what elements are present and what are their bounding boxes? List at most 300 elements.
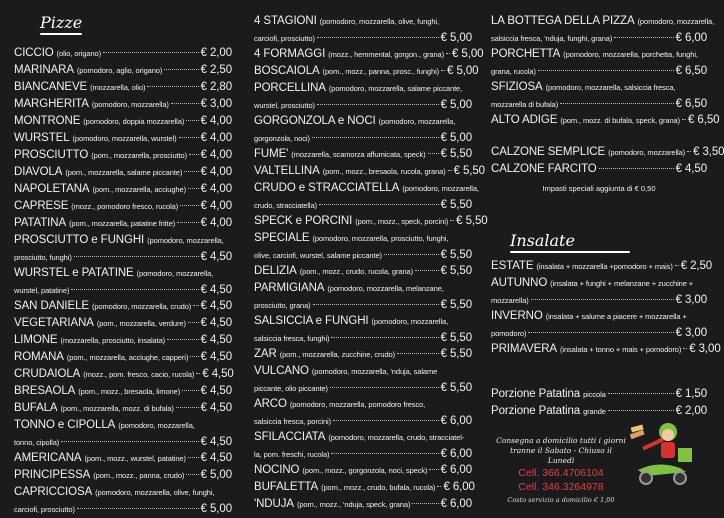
pizza-item-ingredients: (pomodoro, mozzarella, <box>637 17 715 26</box>
pizza-item-leader <box>103 52 199 53</box>
pizza-item-ingredients: (pomodoro, mozzarella, crudo, stracciatel- <box>328 433 465 442</box>
insalata-item-ingredients: (insalata + mozzarella +pomodoro + mais) <box>536 262 673 271</box>
pizza-item-ingredients: (pomodoro, mozzarella, <box>136 269 214 278</box>
insalata-item-ingredients-cont <box>491 325 707 341</box>
insalata-item-price: € 2,50 <box>680 260 713 272</box>
pizza-item-price: € 6,00 <box>443 481 475 493</box>
pizza-item-ingredients: (pomodoro, aglio, origano) <box>76 66 163 75</box>
pizza-item-price: € 4,00 <box>200 132 232 144</box>
pizza-item <box>14 484 232 517</box>
pizza-item-ingredients: (pomodoro, mozzarella, <box>147 236 224 245</box>
pizza-item-price: € 4,00 <box>200 200 232 212</box>
pizza-item-ingredients-cont-text: wurstel, patatine) <box>14 286 70 295</box>
pizza-column-1 <box>14 45 232 517</box>
pizza-item-leader <box>538 70 674 71</box>
pizza-item-ingredients: (pom., mozzarella, patatine fritte) <box>69 219 176 228</box>
calzone-item-name: CALZONE SEMPLICE <box>491 146 606 158</box>
pizza-item-ingredients-cont <box>254 380 472 396</box>
pizza-item-ingredients-cont <box>254 330 472 346</box>
pizza-item-row <box>254 180 479 197</box>
pizza-item-row <box>254 479 475 496</box>
pizza-item-row <box>254 13 472 30</box>
pizza-item-row <box>14 181 232 198</box>
pizza-item-leader <box>184 171 198 172</box>
pizza-item-price: € 4,50 <box>200 251 232 263</box>
pizza-item <box>254 396 472 429</box>
pizza-item-leader <box>186 120 198 121</box>
delivery-info <box>496 436 626 504</box>
pizza-item-row <box>14 467 232 484</box>
phone-2: Cell. 346.3264978 <box>518 481 604 493</box>
pizza-item-ingredients: (pomodoro, mozzarella, porchetta, funghi, <box>563 50 698 59</box>
pizza-item-ingredients: (pom., mozzarella, verdure) <box>96 319 186 328</box>
insalata-item-row <box>491 258 713 275</box>
pizza-item-ingredients-cont <box>254 446 472 462</box>
pizza-item-ingredients-cont-text: grana, rucola) <box>491 67 536 76</box>
pizza-item-price: € 4,50 <box>200 317 232 329</box>
delivery-scooter-icon <box>628 420 698 490</box>
pizza-item-ingredients-cont-text: la, pom. freschi, rucola) <box>254 450 330 459</box>
pizza-item-leader <box>171 103 199 104</box>
pizza-item-price: € 4,00 <box>200 166 232 178</box>
patatina-item-row <box>491 386 707 403</box>
pizza-item-leader <box>164 69 198 70</box>
insalata-item-ingredients: (insalata + tonno + mais + pomodoro) <box>559 345 682 354</box>
pizza-item-price: € 4,50 <box>200 452 232 464</box>
insalata-item <box>491 275 707 308</box>
pizza-item-leader <box>177 222 198 223</box>
pizza-item-name: TONNO e CIPOLLA <box>14 419 116 431</box>
pizza-item-price: € 3,00 <box>200 98 232 110</box>
pizza-item-ingredients: (pom., mozz., speck, porcini) <box>355 217 449 226</box>
pizza-item-leader <box>412 503 438 504</box>
phone-1: Cell. 366.4706104 <box>518 467 604 479</box>
pizza-item-ingredients-cont <box>14 501 232 517</box>
pizza-item <box>14 45 232 62</box>
pizza-item-leader <box>61 441 198 442</box>
pizza-item-row <box>14 164 232 181</box>
pizza-item-ingredients-cont-text: carciofi, prosciutto) <box>254 34 315 43</box>
pizza-item-leader <box>317 104 439 105</box>
patatina-item <box>491 386 707 403</box>
pizza-item <box>14 383 232 400</box>
pizza-item-name: PORCHETTA <box>491 48 561 60</box>
pizza-item-leader <box>182 390 198 391</box>
pizza-item-leader <box>319 204 439 205</box>
pizza-item <box>14 366 232 383</box>
pizza-item <box>254 213 488 230</box>
pizza-item-ingredients: (pomodoro, mozzarella, salsiccia fresca, <box>545 83 676 92</box>
pizza-item-ingredients: (pom., mozz., wurstel, patatine) <box>84 454 186 463</box>
pizza-item-row <box>491 13 715 30</box>
pizza-item-row <box>14 79 232 96</box>
pizza-item-row <box>254 313 472 330</box>
pizza-item-leader <box>189 154 199 155</box>
pizza-item-row <box>254 429 472 446</box>
pizza-item-row <box>14 96 232 113</box>
calzone-item <box>491 144 724 161</box>
pizza-item-name: LIMONE <box>14 334 58 346</box>
pizza-item-price: € 4,00 <box>200 115 232 127</box>
pizza-item-name: VULCANO <box>254 365 309 377</box>
pizza-item-row <box>254 230 472 247</box>
insalate-list <box>491 258 721 358</box>
pizza-item-name: SFIZIOSA <box>491 81 543 93</box>
pizza-item-ingredients: (pomodoro, mozzarella, <box>118 421 195 430</box>
pizza-item-leader <box>74 256 199 257</box>
insalata-item-name: AUTUNNO <box>491 277 548 289</box>
pizza-item-price: € 5,50 <box>440 265 472 277</box>
pizza-item-leader <box>312 137 439 138</box>
pizza-item-leader <box>428 153 439 154</box>
pizza-item-ingredients-cont-text: olive, carciofi, wurstel, salame piccante) <box>254 251 382 260</box>
pizza-item-ingredients: (pom., mozzarella, acciughe, capperi) <box>66 353 189 362</box>
pizza-item-name: 'NDUJA <box>254 498 294 510</box>
pizza-item <box>254 46 484 63</box>
insalata-item-row <box>491 308 707 325</box>
pizza-item-name: PRINCIPESSA <box>14 469 91 481</box>
insalata-item-row <box>491 341 721 358</box>
pizza-item <box>14 315 232 332</box>
pizza-item-row <box>254 363 472 380</box>
pizza-item-row <box>14 232 232 249</box>
pizza-item-price: € 5,00 <box>452 48 484 60</box>
pizza-item-row <box>254 163 485 180</box>
pizza-item-row <box>254 263 472 280</box>
pizza-item-price: € 2,00 <box>200 47 232 59</box>
pizza-item-leader <box>450 220 454 221</box>
insalata-item-leader <box>675 265 679 266</box>
pizza-item-price: € 2,80 <box>200 81 232 93</box>
pizza-item <box>491 79 707 112</box>
pizza-item <box>14 79 232 96</box>
pizza-item-price: € 4,00 <box>200 217 232 229</box>
pizza-item-name: MARGHERITA <box>14 98 89 110</box>
pizza-item-ingredients-cont <box>14 249 232 265</box>
pizza-item-name: BIANCANEVE <box>14 81 88 93</box>
pizza-item-ingredients: (pom., mozz., bresaola, rucola, grana) <box>322 167 446 176</box>
pizza-column-2 <box>254 13 488 513</box>
pizza-item-name: SAN DANIELE <box>14 300 89 312</box>
insalata-item <box>491 308 707 341</box>
pizza-item-name: WURSTEL <box>14 132 70 144</box>
pizza-item-leader <box>147 86 198 87</box>
pizza-item-name: CRUDO e STRACCIATELLA <box>254 182 400 194</box>
pizza-item-ingredients-cont-text: mozzarella di bufala) <box>491 100 559 109</box>
pizza-item-leader <box>196 373 200 374</box>
pizza-item-leader <box>180 205 199 206</box>
pizza-item-ingredients: (pom., mozz., panna, crudo) <box>93 471 185 480</box>
pizza-item-ingredients: (pom., mozzarella, salame piccante) <box>65 168 183 177</box>
patatina-item-ingredients: piccola <box>583 390 606 399</box>
patatina-item-name: Porzione Patatina <box>491 388 581 400</box>
pizza-column-3 <box>491 13 720 129</box>
pizza-item-price: € 5,50 <box>440 299 472 311</box>
calzone-item-leader <box>687 151 691 152</box>
pizza-item-name: PROSCIUTTO e FUNGHI <box>14 234 145 246</box>
pizza-item-price: € 5,00 <box>447 65 479 77</box>
pizza-item-price: € 5,50 <box>440 249 472 261</box>
insalata-item-leader <box>683 348 687 349</box>
insalate-heading-text: Insalate <box>510 231 575 250</box>
pizza-item-row <box>14 62 232 79</box>
pizze-heading <box>40 13 82 32</box>
pizza-item-row <box>254 113 472 130</box>
insalata-item-price: € 3,00 <box>689 343 721 355</box>
insalate-heading-rule <box>510 251 630 253</box>
pizza-item-ingredients: (pomodoro, mozzarella, melanzane, <box>327 284 444 293</box>
pizza-item <box>14 298 232 315</box>
pizza-item-price: € 5,50 <box>440 148 472 160</box>
pizza-item-leader <box>193 305 198 306</box>
pizza-item-price: € 5,00 <box>200 503 232 515</box>
pizza-item <box>254 496 472 513</box>
pizza-item-row <box>254 146 472 163</box>
insalata-item-ingredients-cont <box>491 292 707 308</box>
insalata-item-leader <box>528 332 673 333</box>
pizza-item-row <box>254 280 472 297</box>
pizza-item-ingredients-cont <box>14 434 232 450</box>
pizza-item-ingredients-cont-text: prosciutto, grana) <box>254 301 311 310</box>
pizza-item-row <box>14 383 232 400</box>
pizza-item-ingredients: (pom., mozzarella, prosciutto) <box>91 151 187 160</box>
pizza-item-row <box>14 130 232 147</box>
pizza-item <box>14 198 232 215</box>
pizza-item-row <box>14 349 232 366</box>
pizza-item-ingredients-cont <box>254 97 472 113</box>
pizza-item <box>14 215 232 232</box>
pizza-item <box>14 164 232 181</box>
insalate-heading <box>510 231 575 250</box>
pizza-item-leader <box>441 70 445 71</box>
pizza-item <box>254 479 475 496</box>
pizza-item-name: WURSTEL e PATATINE <box>14 267 134 279</box>
pizza-item <box>14 181 232 198</box>
pizza-item-name: GORGONZOLA e NOCI <box>254 115 376 127</box>
insalata-item <box>491 341 721 358</box>
pizza-item <box>14 62 232 79</box>
calzone-item-price: € 3,50 <box>693 146 724 158</box>
pizza-item-leader <box>188 322 199 323</box>
pizza-item-ingredients: (mozzarella, olio) <box>90 83 146 92</box>
pizza-item <box>14 417 232 450</box>
pizza-item-price: € 6,50 <box>675 65 707 77</box>
pizza-item-ingredients: (pomodoro, mozzarella, pomodoro fresco, <box>289 400 426 409</box>
pizza-item-leader <box>682 119 686 120</box>
pizza-item-row <box>254 63 479 80</box>
insalata-item-name: PRIMAVERA <box>491 343 557 355</box>
pizza-item-price: € 5,50 <box>440 199 472 211</box>
insalata-item-row <box>491 275 707 292</box>
pizza-item <box>254 462 472 479</box>
pizza-item-ingredients-cont-text: tonno, cipolla) <box>14 438 60 447</box>
pizza-item-leader <box>333 420 439 421</box>
pizza-item-leader <box>429 469 438 470</box>
pizza-item-ingredients: (pom., mozz., gorgonzola, noci, speck) <box>302 466 428 475</box>
pizza-item-name: DELIZIA <box>254 265 297 277</box>
patatina-item-leader <box>608 393 674 394</box>
pizze-heading-rule <box>40 33 82 35</box>
pizza-item-name: NOCINO <box>254 464 300 476</box>
pizza-item-ingredients: (pomodoro, mozzarella, prosciutto, funghi, <box>312 234 449 243</box>
insalata-item-price: € 3,00 <box>675 327 707 339</box>
pizza-item-name: BOSCAIOLA <box>254 65 320 77</box>
pizza-item-leader <box>313 304 439 305</box>
pizza-item-row <box>254 80 472 97</box>
pizza-item-leader <box>614 37 673 38</box>
pizza-item <box>14 332 232 349</box>
pizza-item-ingredients: (pomodoro, mozzarella) <box>91 100 169 109</box>
pizza-item-price: € 5,50 <box>440 348 472 360</box>
calzone-item-row <box>491 161 707 177</box>
pizza-item-leader <box>179 137 199 138</box>
pizza-item-price: € 5,50 <box>440 382 472 394</box>
pizza-item-price: € 6,00 <box>440 498 472 510</box>
pizza-item-price: € 6,00 <box>440 448 472 460</box>
pizza-item-price: € 5,00 <box>440 132 472 144</box>
pizza-item <box>254 163 485 180</box>
pizza-item-ingredients: (pomodoro, mozzarella, <box>378 117 456 126</box>
pizze-heading-text: Pizze <box>40 13 83 32</box>
insalata-item-price: € 3,00 <box>675 294 707 306</box>
pizza-item <box>491 46 707 79</box>
pizza-item-ingredients-cont <box>491 96 707 112</box>
pizza-item-price: € 4,50 <box>200 300 232 312</box>
pizza-item-ingredients: (pom., mozzarella, mozz. di bufala) <box>60 404 174 413</box>
pizza-item-leader <box>188 188 199 189</box>
pizza-item-name: BUFALETTA <box>254 481 319 493</box>
pizza-item <box>254 280 472 313</box>
patatina-item-name: Porzione Patatina <box>491 405 581 417</box>
pizza-item-ingredients: (mozz., hemmental, gorgon., grana) <box>328 50 445 59</box>
pizza-item-leader <box>437 486 441 487</box>
pizza-item-row <box>491 46 707 63</box>
pizza-item-ingredients: (pomodoro, mozzarella, wurstel) <box>72 134 177 143</box>
pizza-item-ingredients-cont-text: carciofi, prosciutto) <box>14 505 75 514</box>
pizza-item-name: PROSCIUTTO <box>14 149 89 161</box>
pizza-item-name: SFILACCIATA <box>254 431 326 443</box>
pizza-item <box>254 13 472 46</box>
pizza-item-ingredients: (pom., mozz., panna, prosc., funghi) <box>322 67 440 76</box>
pizza-item-row <box>14 198 232 215</box>
pizza-item <box>254 313 472 346</box>
pizza-item <box>14 96 232 113</box>
pizza-item-price: € 4,50 <box>200 284 232 296</box>
pizza-item-price: € 4,50 <box>200 385 232 397</box>
pizza-item-leader <box>176 407 199 408</box>
insalata-item-ingredients-cont-text: mozzarella) <box>491 296 529 305</box>
pizza-item <box>254 429 472 462</box>
pizza-item-leader <box>397 353 439 354</box>
pizza-item-row <box>491 79 707 96</box>
pizza-item-price: € 6,00 <box>440 464 472 476</box>
pizza-item <box>254 63 479 80</box>
pizza-item <box>254 113 472 146</box>
pizza-item-row <box>254 462 472 479</box>
pizza-item-row <box>254 346 472 363</box>
pizza-item-name: ALTO ADIGE <box>491 114 558 126</box>
pizza-item-ingredients: (pomodoro, mozzarella, salame piccante, <box>328 84 463 93</box>
pizza-item-leader <box>317 37 439 38</box>
pizza-item-ingredients: (pomodoro, mozzarella, <box>371 317 449 326</box>
patatine-list <box>491 386 707 420</box>
pizza-item-name: SPECIALE <box>254 232 310 244</box>
pizza-item-row <box>14 113 232 130</box>
pizza-item-leader <box>415 270 439 271</box>
pizza-item-ingredients-cont <box>254 297 472 313</box>
pizza-item-leader <box>186 474 198 475</box>
pizza-item-name: SPECK e PORCINI <box>254 215 353 227</box>
pizza-item-price: € 4,00 <box>200 183 232 195</box>
pizza-item <box>254 263 472 280</box>
pizza-item-ingredients: (mozzarella, scamorza affumicata, speck) <box>291 150 426 159</box>
pizza-item-price: € 2,50 <box>200 64 232 76</box>
pizza-item-row <box>14 484 232 501</box>
pizza-item-ingredients-cont <box>254 30 472 46</box>
pizza-item <box>14 349 232 366</box>
pizza-item-price: € 6,00 <box>440 415 472 427</box>
pizza-item-leader <box>330 387 439 388</box>
pizza-item <box>491 13 715 46</box>
pizza-item-name: CRUDAIOLA <box>14 368 81 380</box>
pizza-item <box>254 230 472 263</box>
pizza-item-leader <box>167 339 199 340</box>
pizza-item-ingredients-cont <box>14 282 232 298</box>
pizza-item-ingredients-cont-text: crudo, stracciatella) <box>254 201 317 210</box>
pizza-item-ingredients-cont-text: gorgonzola, noci) <box>254 134 310 143</box>
pizza-item-ingredients: (pomodoro, mozzarella, <box>402 184 479 193</box>
pizza-item <box>14 400 232 417</box>
pizza-item-name: PARMIGIANA <box>254 282 325 294</box>
pizza-item-name: ZAR <box>254 348 277 360</box>
pizza-item-ingredients-cont <box>491 30 707 46</box>
pizza-item-price: € 5,50 <box>440 332 472 344</box>
patatina-item-price: € 2,00 <box>675 405 707 417</box>
patatina-item-ingredients: grande <box>583 407 606 416</box>
pizza-item-row <box>14 400 232 417</box>
pizza-item-name: CAPRICCIOSA <box>14 486 93 498</box>
pizza-item-row <box>14 332 232 349</box>
pizza-item-ingredients: (pomodoro, mozzarella, olive, funghi, <box>95 488 215 497</box>
pizza-item-ingredients: (pom., mozzarella, zucchine, crudo) <box>279 350 395 359</box>
pizza-item-ingredients: (pom., mozz., 'nduja, speck, grana) <box>296 500 411 509</box>
pizza-item-row <box>254 46 484 63</box>
pizza-item-leader <box>77 508 199 509</box>
pizza-item-leader <box>71 289 198 290</box>
pizza-item-name: MONTRONE <box>14 115 81 127</box>
pizza-item-name: 4 STAGIONI <box>254 15 317 27</box>
insalata-item <box>491 258 713 275</box>
pizza-item-ingredients-cont <box>254 197 472 213</box>
pizza-item-ingredients: (pom., mozz., bresaola, limone) <box>78 387 181 396</box>
pizza-item <box>14 232 232 265</box>
pizza-item-name: VEGETARIANA <box>14 317 94 329</box>
pizza-item-ingredients-cont <box>254 130 472 146</box>
pizza-item-price: € 5,00 <box>440 32 472 44</box>
pizza-item-leader <box>560 103 674 104</box>
pizza-item-ingredients: (pom., mozz., crudo, bufala, rucola) <box>321 483 436 492</box>
pizza-item-ingredients-cont-text: wurstel, prosciutto) <box>254 101 315 110</box>
pizza-item-price: € 5,50 <box>456 215 488 227</box>
calzone-item-price: € 4,50 <box>675 163 707 175</box>
pizza-item-ingredients-cont-text: salsiccia fresca, porcini) <box>254 417 332 426</box>
pizza-item-row <box>14 147 232 164</box>
pizza-item-price: € 5,50 <box>453 165 485 177</box>
delivery-cost: Costo servizio a domicilio € 1,00 <box>507 496 615 504</box>
pizza-item <box>14 265 232 298</box>
pizza-item-name: FUME' <box>254 148 289 160</box>
pizza-item <box>14 147 232 164</box>
